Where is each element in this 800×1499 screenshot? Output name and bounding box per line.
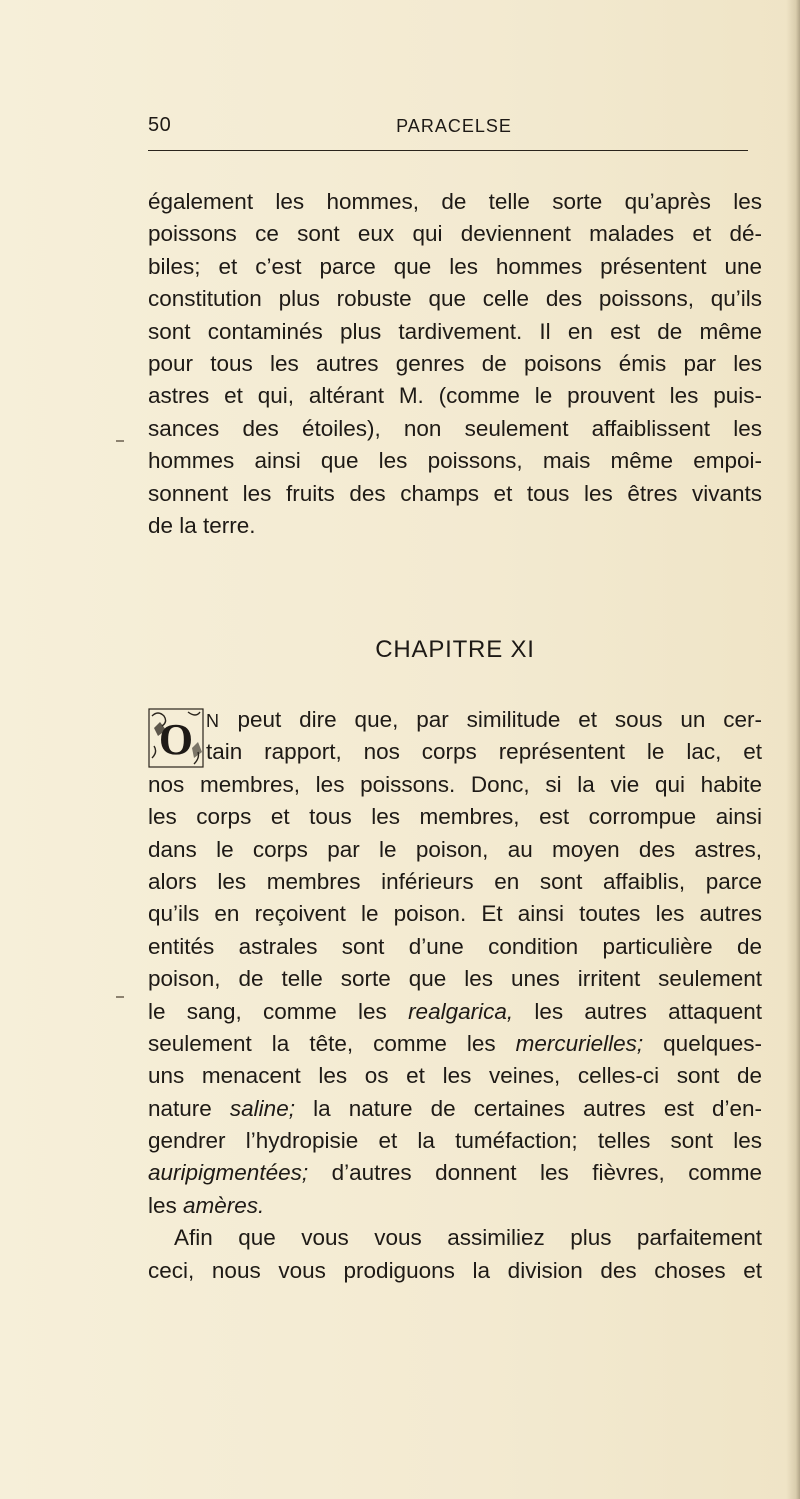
text-line [148,1190,762,1222]
text-span: le sang, comme les [148,998,409,1024]
header-rule [148,150,748,151]
text-line: astres et qui, altérant M. (comme le prouvent les puis- [148,383,762,409]
text-line [148,1157,762,1189]
text-line: sonnent les fruits des champs et tous les êtres vivants [148,480,762,506]
text-line: également les hommes, de telle sorte qu’après les [148,189,762,214]
text-line: hommes ainsi que les poissons, mais même empoi- [148,448,762,474]
text-line: uns menacent les os et les veines, celles-ci sont de [148,1063,762,1089]
text-line: poissons ce sont eux qui deviennent malades et dé- [148,221,762,247]
text-line: ceci, nous vous prodiguons la division des choses et [148,1257,762,1283]
text-line: constitution plus robuste que celle des poissons, qu’ils [148,286,762,312]
text-line: poison, de telle sorte que les unes irritent seulement [148,966,762,992]
text-line: biles; et c’est parce que les hommes présentent une [148,253,762,279]
text-span: les [148,1192,184,1218]
text-line: de la terre. [148,512,256,538]
text-line: pour tous les autres genres de poisons émis par les [148,350,762,376]
text-line: qu’ils en reçoivent le poison. Et ainsi toutes les autres [148,901,762,927]
text-span: la nature de certaines autres est d’en- [294,1095,762,1121]
italic-term: mercurielles; [515,1030,644,1056]
text-line: tain rapport, nos corps représentent le lac, et [206,739,762,765]
italic-term: amères. [183,1192,265,1218]
text-span: quelques- [643,1030,762,1056]
text-span: d’autres donnent les fièvres, comme [308,1160,762,1186]
text-line [148,704,762,736]
italic-term: saline; [229,1095,295,1121]
text-span: peut dire que, par similitude et sous un cer- [219,707,762,732]
text-line: sont contaminés plus tardivement. Il en est de même [148,318,762,344]
text-line [148,996,762,1028]
text-span: nature [148,1095,230,1121]
text-span: seulement la tête, comme les [148,1030,516,1056]
text-line: les corps et tous les membres, est corrompue ainsi [148,804,762,830]
text-line: entités astrales sont d’une condition particulière de [148,933,762,959]
margin-mark [116,440,124,442]
text-line: dans le corps par le poison, au moyen des astres, [148,836,762,862]
italic-term: realgarica, [408,998,514,1024]
text-span: les autres attaquent [513,998,762,1024]
chapter-paragraph [148,704,762,1287]
text-line: Afin que vous vous assimiliez plus parfaitement [174,1225,762,1251]
text-line: gendrer l’hydropisie et la tuméfaction; telles sont les [148,1128,762,1154]
running-head [148,114,760,142]
page-number: 50 [148,114,172,136]
text-line [148,1093,762,1125]
drop-cap-letter: O [158,715,194,764]
page-edge-shadow [786,0,800,1499]
small-caps-letter: N [206,711,220,731]
chapter-heading: CHAPITRE XI [375,636,535,663]
running-head-title: PARACELSE [396,116,512,136]
text-line: sances des étoiles), non seulement affaiblissent les [148,415,762,441]
text-line: alors les membres inférieurs en sont affaiblis, parce [148,868,762,894]
text-line [148,1028,762,1060]
paragraph-continued [148,186,762,542]
text-line: nos membres, les poissons. Donc, si la vie qui habite [148,771,762,797]
margin-mark [116,996,124,998]
italic-term: auripigmentées; [148,1160,309,1186]
